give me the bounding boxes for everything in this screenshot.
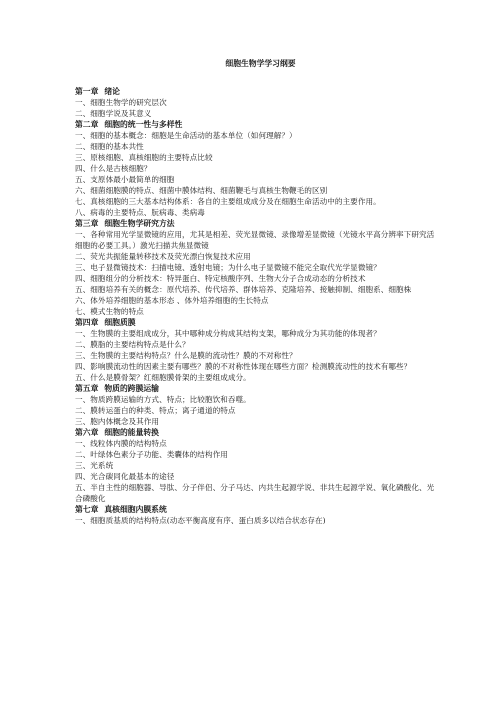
chapter-name: 物质的跨膜运输 — [104, 384, 159, 393]
outline-item: 四、细胞组分的分析技术：特异蛋白、特定核酸序列、生物大分子合成动态的分析技术 — [75, 274, 366, 283]
outline-item: 三、胞内体概念及其作用 — [75, 417, 160, 426]
chapter-name: 细胞的能量转换 — [104, 428, 159, 437]
chapter-heading — [75, 317, 438, 328]
outline-item: 二、叶绿体色素分子功能、类囊体的结构作用 — [75, 450, 228, 459]
chapter-heading — [75, 218, 438, 229]
outline-item: 一、生物膜的主要组成成分，其中哪种成分构成其结构支架，哪种成分为其功能的体现者？ — [75, 329, 381, 338]
outline-item: 八、病毒的主要特点、朊病毒、类病毒 — [75, 208, 205, 217]
outline-item: 五、半自主性的细胞器、导肽、分子伴侣、分子马达、内共生起源学说、非共生起源学说、氧化磷酸化、光合磷酸化 — [75, 483, 435, 503]
chapter-name: 细胞生物学研究方法 — [104, 219, 175, 228]
outline-item: 一、细胞质基质的结构特点(动态平衡高度有序、蛋白质多以结合状态存在) — [75, 516, 326, 525]
outline-item: 五、支原体最小最简单的细胞 — [75, 175, 175, 184]
chapter-number: 第三章 — [75, 219, 99, 228]
outline-item: 二、荧光共振能量转移技术及荧光漂白恢复技术应用 — [75, 252, 251, 261]
chapter-name: 真核细胞内膜系统 — [104, 505, 167, 514]
outline-item: 二、膜脂的主要结构特点是什么？ — [75, 340, 190, 349]
outline-item: 一、线粒体内膜的结构特点 — [75, 439, 167, 448]
outline-item: 三、电子显微镜技术：扫描电镜、透射电镜；为什么电子显微镜不能完全取代光学显微镜？ — [75, 263, 381, 272]
outline-item: 一、细胞的基本概念：细胞是生命活动的基本单位（如何理解？） — [75, 131, 297, 140]
chapter-section — [75, 427, 438, 504]
chapter-heading — [75, 504, 438, 515]
chapter-name: 细胞质膜 — [104, 318, 136, 327]
outline-item: 三、原核细胞、真核细胞的主要特点比较 — [75, 153, 213, 162]
chapter-heading — [75, 119, 438, 130]
chapter-heading — [75, 427, 438, 438]
chapter-section — [75, 86, 438, 119]
chapter-list — [75, 86, 438, 526]
chapter-number: 第二章 — [75, 120, 99, 129]
outline-item: 五、细胞培养有关的概念：原代培养、传代培养、群体培养、克隆培养、接触抑制、细胞系、细胞株 — [75, 285, 412, 294]
outline-item: 五、什么是膜骨架？红细胞膜骨架的主要组成成分。 — [75, 373, 251, 382]
outline-item: 三、光系统 — [75, 461, 114, 470]
chapter-section — [75, 218, 438, 317]
chapter-number: 第五章 — [75, 384, 99, 393]
chapter-heading — [75, 383, 438, 394]
chapter-section — [75, 504, 438, 526]
outline-item: 一、物质跨膜运输的方式、特点；比较胞饮和吞噬。 — [75, 395, 251, 404]
chapter-section — [75, 119, 438, 218]
chapter-number: 第六章 — [75, 428, 99, 437]
chapter-section — [75, 383, 438, 427]
outline-item: 六、体外培养细胞的基本形态 、体外培养细胞的生长特点 — [75, 296, 269, 305]
outline-item: 二、膜转运蛋白的种类、特点；离子通道的特点 — [75, 406, 236, 415]
outline-item: 七、真核细胞的三大基本结构体系：各自的主要组成成分及在细胞生命活动中的主要作用。 — [75, 197, 381, 206]
outline-item: 四、影响膜流动性的因素主要有哪些？膜的不对称性体现在哪些方面？检测膜流动性的技术有哪些？ — [75, 362, 412, 371]
outline-item: 二、细胞学说及其意义 — [75, 109, 152, 118]
chapter-name: 细胞的统一性与多样性 — [104, 120, 183, 129]
document-title: 细胞生物学学习纲要 — [225, 59, 296, 68]
chapter-name: 绪论 — [104, 87, 120, 96]
chapter-number: 第七章 — [75, 505, 99, 514]
chapter-number: 第四章 — [75, 318, 99, 327]
outline-item: 一、各种常用光学显微镜的应用，尤其是相差、荧光显微镜、录像增差显微镜（光镜水平高分辨率下研究活细胞的必要工具。）激光扫描共焦显微镜 — [75, 230, 435, 250]
chapter-number: 第一章 — [75, 87, 99, 96]
outline-item: 二、细胞的基本共性 — [75, 142, 144, 151]
outline-item: 六、细菌细胞膜的特点、细菌中膜体结构、细菌鞭毛与真核生物鞭毛的区别 — [75, 186, 328, 195]
outline-item: 七、模式生物的特点 — [75, 307, 144, 316]
chapter-section — [75, 317, 438, 383]
outline-item: 四、什么是古核细胞？ — [75, 164, 152, 173]
outline-item: 一、细胞生物学的研究层次 — [75, 98, 167, 107]
chapter-heading — [75, 86, 438, 97]
outline-item: 四、光合碳同化最基本的途径 — [75, 472, 175, 481]
outline-item: 三、生物膜的主要结构特点？什么是膜的流动性？膜的不对称性？ — [75, 351, 297, 360]
